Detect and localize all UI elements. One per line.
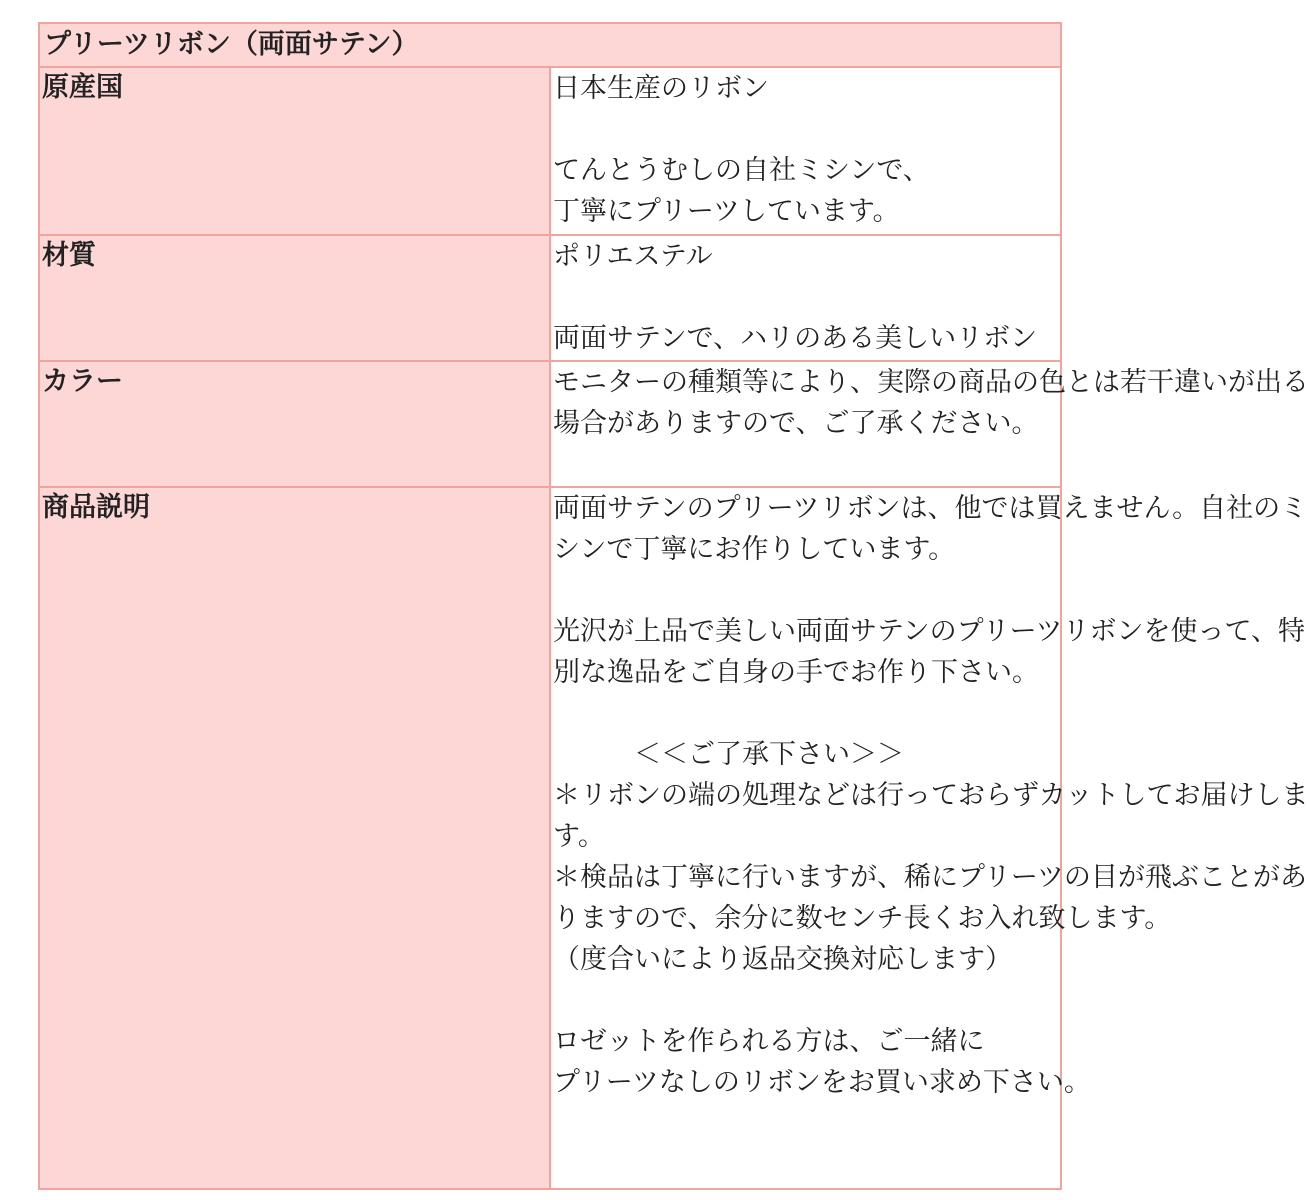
- text-line: てんとうむしの自社ミシンで、: [553, 155, 930, 186]
- row-color: [39, 361, 1061, 487]
- text-line: シンで丁寧にお作りしています。: [553, 534, 956, 565]
- material-value: [550, 235, 1061, 361]
- description-value: [550, 487, 1309, 1189]
- color-label: カラー: [39, 361, 550, 487]
- text-line: 日本生産のリボン: [553, 73, 769, 104]
- text-line: ＊リボンの端の処理などは行っておらずカットしてお届けしま: [553, 780, 1309, 811]
- row-origin: [39, 67, 1061, 235]
- text-line: ＜＜ご了承下さい＞＞: [553, 739, 904, 770]
- text-line: [553, 570, 1058, 611]
- text-line: 光沢が上品で美しい両面サテンのプリーツリボンを使って、特: [553, 616, 1305, 647]
- text-line: 丁寧にプリーツしています。: [553, 196, 900, 227]
- text-line: 両面サテンのプリーツリボンは、他では買えません。自社のミ: [553, 493, 1308, 524]
- text-line: （度合いにより返品交換対応します）: [553, 944, 1012, 975]
- text-line: 場合がありますので、ご了承ください。: [553, 408, 1039, 439]
- text-line: モニターの種類等により、実際の商品の色とは若干違いが出る: [553, 367, 1309, 398]
- text-line: ポリエステル: [553, 241, 713, 272]
- row-description: [39, 487, 1061, 1189]
- text-line: りますので、余分に数センチ長くお入れ致します。: [553, 903, 1172, 934]
- text-line: 両面サテンで、ハリのある美しいリボン: [553, 323, 1038, 354]
- material-label: 材質: [39, 235, 550, 361]
- color-value: [550, 361, 1309, 487]
- origin-value: [550, 67, 1061, 235]
- row-material: [39, 235, 1061, 361]
- text-line: [553, 693, 1058, 734]
- text-line: [553, 980, 1058, 1021]
- origin-label: 原産国: [39, 67, 550, 235]
- text-line: [553, 109, 1058, 150]
- text-line: [553, 277, 1058, 318]
- description-label: 商品説明: [39, 487, 550, 1189]
- text-line: ロゼットを作られる方は、ご一緒に: [553, 1026, 985, 1057]
- text-line: す。: [553, 821, 605, 852]
- table-title: プリーツリボン（両面サテン）: [39, 23, 1061, 67]
- product-spec-table: [38, 22, 1309, 1190]
- text-line: 別な逸品をご自身の手でお作り下さい。: [553, 657, 1039, 688]
- text-line: プリーツなしのリボンをお買い求め下さい。: [553, 1067, 1091, 1098]
- text-line: ＊検品は丁寧に行いますが、稀にプリーツの目が飛ぶことがあ: [553, 862, 1307, 893]
- title-row: [39, 23, 1061, 67]
